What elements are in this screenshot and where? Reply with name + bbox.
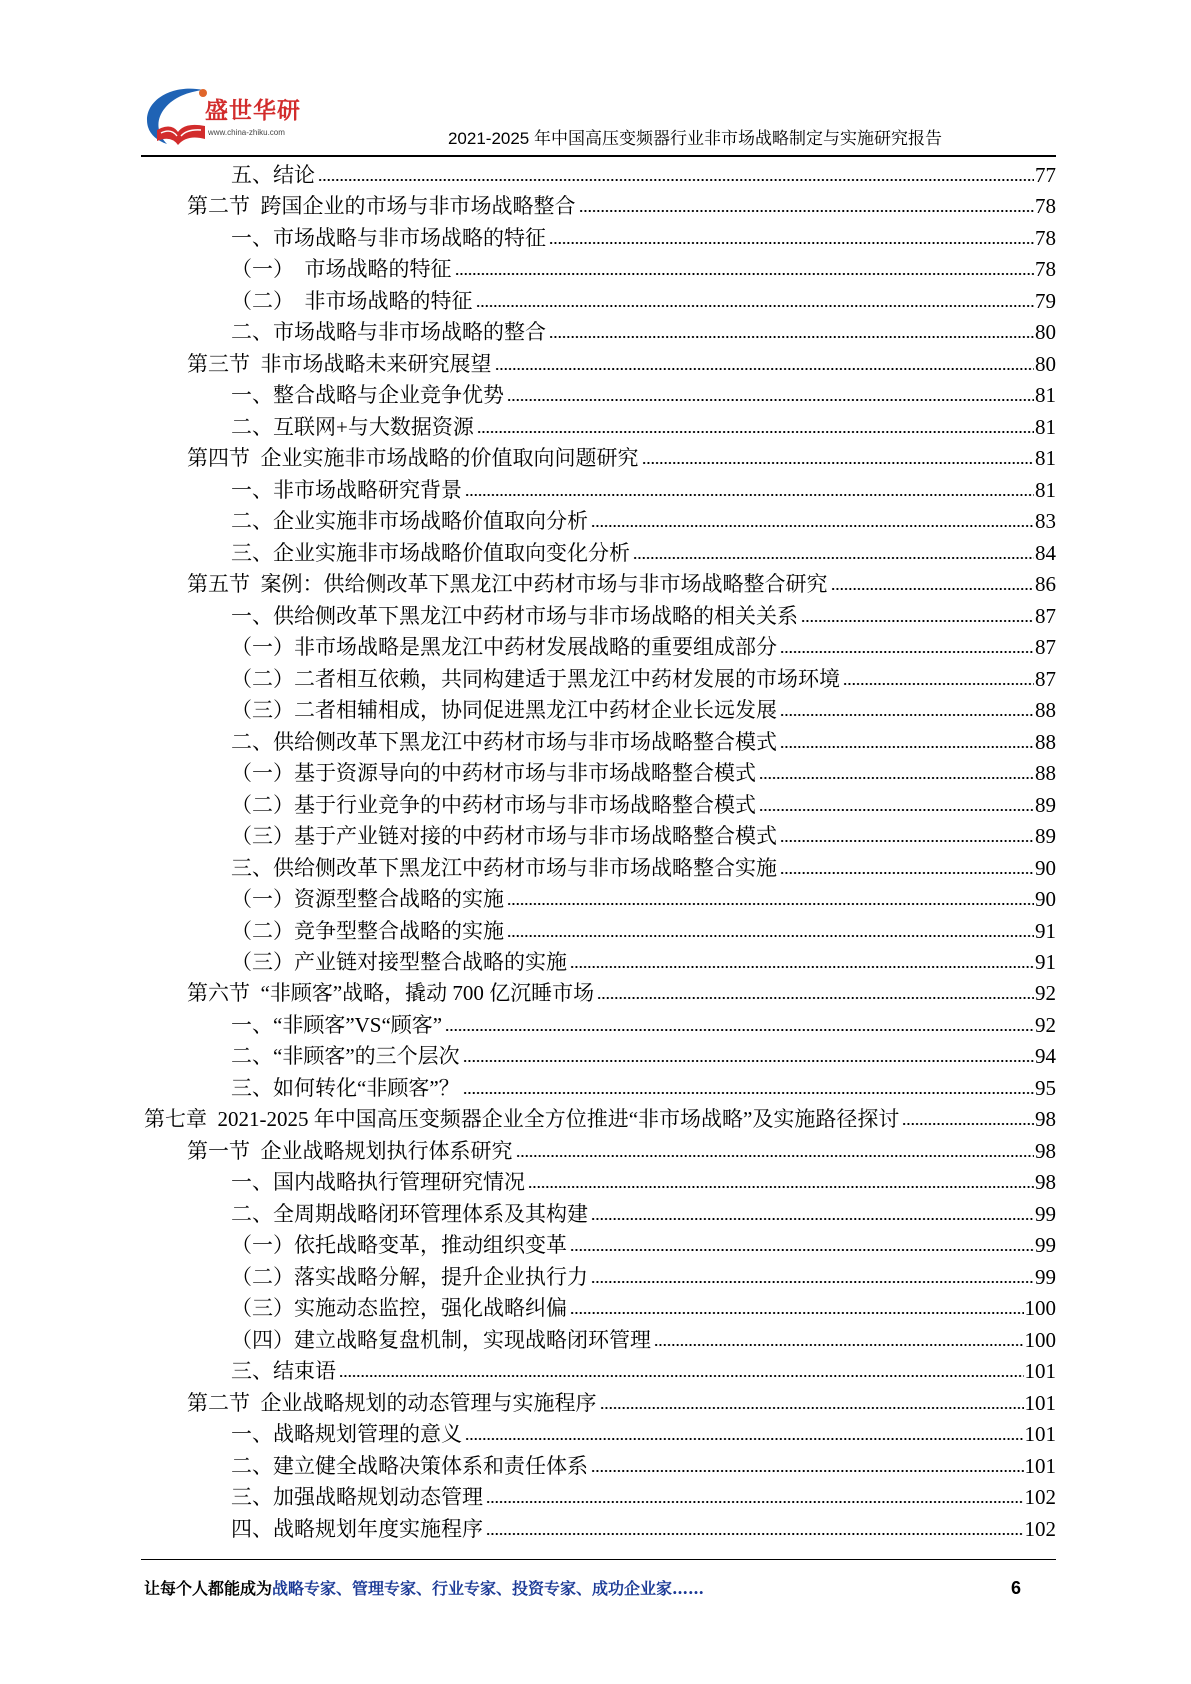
toc-entry-page: 98 (1035, 1107, 1056, 1132)
dot-leader (495, 367, 1035, 371)
toc-entry[interactable] (144, 1041, 1056, 1072)
toc-entry-page: 94 (1035, 1044, 1056, 1069)
dot-leader (516, 1154, 1035, 1158)
dot-leader (902, 1122, 1034, 1126)
dot-leader (780, 871, 1034, 875)
toc-entry-page: 80 (1035, 320, 1056, 345)
toc-entry-page: 92 (1035, 981, 1056, 1006)
toc-entry[interactable] (144, 664, 1056, 695)
toc-entry[interactable] (144, 1167, 1056, 1198)
toc-entry[interactable] (144, 1514, 1056, 1545)
toc-entry-page: 98 (1035, 1170, 1056, 1195)
dot-leader (445, 1028, 1034, 1032)
toc-entry-title: 一、市场战略与非市场战略的特征 (231, 225, 546, 250)
toc-entry[interactable] (144, 506, 1056, 537)
logo-url: www.china-zhiku.com (208, 128, 285, 137)
toc-entry-page: 99 (1035, 1264, 1056, 1289)
dot-leader (801, 619, 1034, 623)
toc-entry-page: 99 (1035, 1233, 1056, 1258)
toc-entry-page: 98 (1035, 1138, 1056, 1163)
dot-leader (759, 808, 1034, 812)
toc-entry-title: （三）二者相辅相成，协同促进黑龙江中药材企业长远发展 (231, 698, 777, 723)
toc-entry-title: （二） 非市场战略的特征 (231, 288, 473, 313)
dot-leader (507, 902, 1034, 906)
toc-entry-title: 二、建立健全战略决策体系和责任体系 (231, 1453, 588, 1478)
toc-entry-title: 三、供给侧改革下黑龙江中药材市场与非市场战略整合实施 (231, 855, 777, 880)
dot-leader (591, 1280, 1034, 1284)
toc-entry-title: （一）资源型整合战略的实施 (231, 887, 504, 912)
toc-entry-page: 81 (1035, 477, 1056, 502)
toc-entry-page: 83 (1035, 509, 1056, 534)
toc-entry-page: 88 (1035, 698, 1056, 723)
toc-entry-title: 一、整合战略与企业竞争优势 (231, 383, 504, 408)
toc-entry-title: （二）基于行业竞争的中药材市场与非市场战略整合模式 (231, 792, 756, 817)
toc-entry[interactable] (144, 1482, 1056, 1513)
toc-entry-title: 一、非市场战略研究背景 (231, 477, 462, 502)
toc-entry-page: 89 (1035, 824, 1056, 849)
footer-slogan (144, 1578, 704, 1600)
toc-entry-title: 三、企业实施非市场战略价值取向变化分析 (231, 540, 630, 565)
dot-leader (591, 524, 1034, 528)
toc-entry-page: 80 (1035, 351, 1056, 376)
toc-entry-page: 90 (1035, 887, 1056, 912)
toc-entry-page: 95 (1035, 1075, 1056, 1100)
toc-entry-page: 81 (1035, 383, 1056, 408)
toc-entry-title: （一）非市场战略是黑龙江中药材发展战略的重要组成部分 (231, 635, 777, 660)
toc-entry[interactable] (144, 947, 1056, 978)
toc-entry-title: （三）基于产业链对接的中药材市场与非市场战略整合模式 (231, 824, 777, 849)
toc-entry-page: 90 (1035, 855, 1056, 880)
dot-leader (507, 934, 1034, 938)
dot-leader (570, 965, 1034, 969)
toc-entry-page: 77 (1035, 163, 1056, 187)
toc-entry-title: （一）基于资源导向的中药材市场与非市场战略整合模式 (231, 761, 756, 786)
toc-entry-title: 第一节 企业战略规划执行体系研究 (187, 1138, 513, 1163)
toc-entry-title: 第二节 跨国企业的市场与非市场战略整合 (187, 194, 576, 219)
dot-leader (465, 1437, 1024, 1441)
toc-entry[interactable] (144, 569, 1056, 600)
dot-leader (486, 1532, 1024, 1536)
toc-entry[interactable] (144, 632, 1056, 663)
toc-entry[interactable] (144, 884, 1056, 915)
toc-entry[interactable] (144, 1356, 1056, 1387)
toc-entry-page: 88 (1035, 729, 1056, 754)
toc-entry[interactable] (144, 1073, 1056, 1104)
dot-leader (463, 1059, 1034, 1063)
toc-entry[interactable] (144, 443, 1056, 474)
toc-entry-page: 78 (1035, 194, 1056, 219)
toc-entry[interactable] (144, 380, 1056, 411)
toc-entry-page: 101 (1024, 1453, 1056, 1478)
toc-entry-title: 四、战略规划年度实施程序 (231, 1516, 483, 1541)
toc-entry-title: 二、互联网+与大数据资源 (231, 414, 474, 439)
toc-entry[interactable] (144, 160, 1056, 191)
toc-entry-page: 84 (1035, 540, 1056, 565)
toc-entry-title: 第三节 非市场战略未来研究展望 (187, 351, 492, 376)
toc-entry-title: 一、战略规划管理的意义 (231, 1422, 462, 1447)
dot-leader (455, 272, 1035, 276)
toc-entry-page: 86 (1035, 572, 1056, 597)
toc-entry[interactable] (144, 1199, 1056, 1230)
toc-entry-title: （二）二者相互依赖，共同构建适于黑龙江中药材发展的市场环境 (231, 666, 840, 691)
toc-entry[interactable] (144, 191, 1056, 222)
toc-entry-title: （三）实施动态监控，强化战略纠偏 (231, 1296, 567, 1321)
toc-entry[interactable] (144, 286, 1056, 317)
dot-leader (642, 461, 1035, 465)
toc-entry-page: 102 (1024, 1485, 1056, 1510)
toc-entry[interactable] (144, 758, 1056, 789)
footer-slogan-prefix: 让每个人都能成为 (144, 1579, 273, 1598)
toc-entry-title: 第六节 “非顾客”战略，撬动 700 亿沉睡市场 (187, 981, 595, 1006)
toc-entry[interactable] (144, 1451, 1056, 1482)
toc-entry-title: 第五节 案例：供给侧改革下黑龙江中药材市场与非市场战略整合研究 (187, 572, 828, 597)
dot-leader (591, 1469, 1024, 1473)
toc-entry[interactable] (144, 223, 1056, 254)
dot-leader (549, 335, 1034, 339)
toc-entry-title: 二、供给侧改革下黑龙江中药材市场与非市场战略整合模式 (231, 729, 777, 754)
toc-entry-page: 101 (1024, 1359, 1056, 1384)
toc-entry[interactable] (144, 475, 1056, 506)
toc-entry-title: 五、结论 (231, 163, 315, 187)
dot-leader (780, 713, 1034, 717)
toc-entry-page: 100 (1024, 1327, 1056, 1352)
toc-entry[interactable] (144, 1388, 1056, 1419)
toc-entry[interactable] (144, 1104, 1056, 1135)
footer-divider (141, 1559, 1056, 1560)
toc-entry[interactable] (144, 538, 1056, 569)
toc-entry-page: 101 (1024, 1390, 1056, 1415)
dot-leader (843, 682, 1034, 686)
report-title: 2021-2025 年中国高压变频器行业非市场战略制定与实施研究报告 (447, 129, 942, 148)
toc-entry-page: 79 (1035, 288, 1056, 313)
dot-leader (549, 241, 1034, 245)
toc-entry-title: 第四节 企业实施非市场战略的价值取向问题研究 (187, 446, 639, 471)
toc-entry[interactable] (144, 601, 1056, 632)
footer-slogan-highlight: 战略专家、管理专家、行业专家、投资专家、成功企业家…… (272, 1579, 705, 1598)
toc-entry-title: 二、“非顾客”的三个层次 (231, 1044, 460, 1069)
toc-entry-page: 92 (1035, 1012, 1056, 1037)
toc-entry-title: 一、供给侧改革下黑龙江中药材市场与非市场战略的相关关系 (231, 603, 798, 628)
toc-entry-title: 二、市场战略与非市场战略的整合 (231, 320, 546, 345)
toc-entry-title: （四）建立战略复盘机制，实现战略闭环管理 (231, 1327, 651, 1352)
toc-entry-title: 三、结束语 (231, 1359, 336, 1384)
toc-entry[interactable] (144, 727, 1056, 758)
toc-entry-page: 87 (1035, 666, 1056, 691)
dot-leader (591, 1217, 1034, 1221)
dot-leader (780, 745, 1034, 749)
dot-leader (463, 1091, 1034, 1095)
toc-entry-page: 81 (1035, 446, 1056, 471)
toc-entry-page: 91 (1035, 950, 1056, 974)
toc-entry-title: （三）产业链对接型整合战略的实施 (231, 950, 567, 974)
toc-entry[interactable] (144, 1293, 1056, 1324)
toc-entry-title: （二）竞争型整合战略的实施 (231, 918, 504, 943)
toc-entry-title: （二）落实战略分解，提升企业执行力 (231, 1264, 588, 1289)
toc-entry-page: 100 (1024, 1296, 1056, 1321)
dot-leader (339, 1374, 1024, 1378)
toc-entry-title: （一）依托战略变革，推动组织变革 (231, 1233, 567, 1258)
toc-entry[interactable] (144, 412, 1056, 443)
toc-entry-title: 二、企业实施非市场战略价值取向分析 (231, 509, 588, 534)
toc-entry-page: 81 (1035, 414, 1056, 439)
toc-entry-page: 87 (1035, 603, 1056, 628)
toc-entry-page: 78 (1035, 225, 1056, 250)
dot-leader (318, 178, 1034, 182)
toc-entry-page: 89 (1035, 792, 1056, 817)
toc-entry-title: 一、“非顾客”VS“顾客” (231, 1012, 443, 1037)
toc-entry-page: 87 (1035, 635, 1056, 660)
toc-entry-title: 第七章 2021-2025 年中国高压变频器企业全方位推进“非市场战略”及实施路径探讨 (144, 1107, 900, 1132)
dot-leader (780, 650, 1034, 654)
table-of-contents (144, 0, 1056, 1684)
toc-entry[interactable] (144, 790, 1056, 821)
toc-entry[interactable] (144, 916, 1056, 947)
toc-entry[interactable] (144, 978, 1056, 1009)
toc-entry-page: 101 (1024, 1422, 1056, 1447)
toc-entry[interactable] (144, 695, 1056, 726)
toc-entry-page: 91 (1035, 918, 1056, 943)
dot-leader (486, 1500, 1024, 1504)
dot-leader (654, 1343, 1024, 1347)
dot-leader (476, 304, 1035, 308)
dot-leader (465, 493, 1034, 497)
toc-entry[interactable] (144, 821, 1056, 852)
page-number: 6 (1011, 1578, 1022, 1598)
toc-entry[interactable] (144, 317, 1056, 348)
dot-leader (597, 996, 1034, 1000)
toc-entry-title: （一） 市场战略的特征 (231, 257, 452, 282)
toc-entry-title: 二、全周期战略闭环管理体系及其构建 (231, 1201, 588, 1226)
dot-leader (780, 839, 1034, 843)
dot-leader (570, 1248, 1034, 1252)
dot-leader (528, 1185, 1034, 1189)
logo-name: 盛世华研 (205, 98, 301, 124)
toc-entry[interactable] (144, 853, 1056, 884)
toc-entry-page: 78 (1035, 257, 1056, 282)
dot-leader (831, 587, 1035, 591)
dot-leader (507, 398, 1034, 402)
toc-entry-page: 102 (1024, 1516, 1056, 1541)
dot-leader (477, 430, 1034, 434)
dot-leader (600, 1406, 1024, 1410)
dot-leader (759, 776, 1034, 780)
dot-leader (570, 1311, 1024, 1315)
toc-entry[interactable] (144, 1230, 1056, 1261)
toc-entry[interactable] (144, 1419, 1056, 1450)
toc-entry-title: 三、如何转化“非顾客”？ (231, 1075, 460, 1100)
toc-entry-title: 三、加强战略规划动态管理 (231, 1485, 483, 1510)
toc-entry-page: 99 (1035, 1201, 1056, 1226)
toc-entry-title: 第二节 企业战略规划的动态管理与实施程序 (187, 1390, 597, 1415)
dot-leader (633, 556, 1034, 560)
toc-entry[interactable] (144, 1010, 1056, 1041)
toc-entry[interactable] (144, 1136, 1056, 1167)
dot-leader (579, 209, 1035, 213)
toc-entry[interactable] (144, 254, 1056, 285)
toc-entry[interactable] (144, 349, 1056, 380)
toc-entry[interactable] (144, 1325, 1056, 1356)
toc-entry-page: 88 (1035, 761, 1056, 786)
toc-entry[interactable] (144, 1262, 1056, 1293)
toc-entry-title: 一、国内战略执行管理研究情况 (231, 1170, 525, 1195)
